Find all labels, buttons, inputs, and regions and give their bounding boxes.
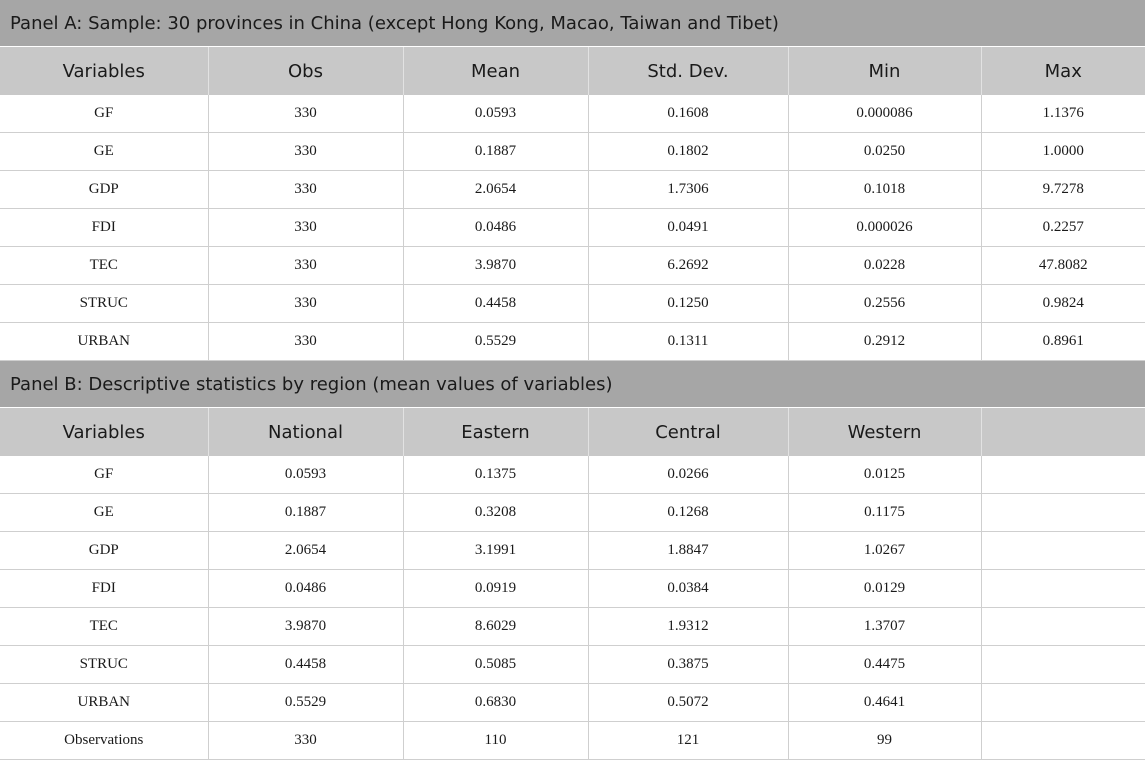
value-cell: 0.5085: [403, 646, 588, 684]
value-cell: 0.1887: [403, 133, 588, 171]
value-cell: 1.0000: [981, 133, 1145, 171]
variable-name-cell: GDP: [0, 171, 208, 209]
column-header: Central: [588, 408, 788, 457]
variable-name-cell: URBAN: [0, 684, 208, 722]
value-cell: 0.000026: [788, 209, 981, 247]
value-cell: 0.0129: [788, 570, 981, 608]
value-cell: 9.7278: [981, 171, 1145, 209]
variable-name-cell: GF: [0, 95, 208, 133]
value-cell: 0.0919: [403, 570, 588, 608]
value-cell: 0.1311: [588, 323, 788, 361]
value-cell: [981, 532, 1145, 570]
value-cell: 330: [208, 323, 403, 361]
value-cell: 0.2556: [788, 285, 981, 323]
value-cell: 0.2257: [981, 209, 1145, 247]
value-cell: 1.7306: [588, 171, 788, 209]
value-cell: 330: [208, 171, 403, 209]
value-cell: 110: [403, 722, 588, 760]
panel-a-header-row: [0, 47, 1145, 96]
value-cell: 0.0593: [208, 456, 403, 494]
variable-name-cell: URBAN: [0, 323, 208, 361]
column-header: Variables: [0, 47, 208, 96]
value-cell: 1.3707: [788, 608, 981, 646]
value-cell: 0.1268: [588, 494, 788, 532]
value-cell: 3.9870: [208, 608, 403, 646]
value-cell: 1.0267: [788, 532, 981, 570]
column-header: Min: [788, 47, 981, 96]
table-row: [0, 133, 1145, 171]
column-header: Western: [788, 408, 981, 457]
variable-name-cell: Observations: [0, 722, 208, 760]
table-row: [0, 608, 1145, 646]
value-cell: 330: [208, 285, 403, 323]
value-cell: 0.1018: [788, 171, 981, 209]
value-cell: 6.2692: [588, 247, 788, 285]
value-cell: 0.1887: [208, 494, 403, 532]
value-cell: 0.9824: [981, 285, 1145, 323]
value-cell: 121: [588, 722, 788, 760]
panel-b-title-row: [0, 361, 1145, 408]
value-cell: 0.5529: [208, 684, 403, 722]
variable-name-cell: GF: [0, 456, 208, 494]
column-header: National: [208, 408, 403, 457]
value-cell: 3.9870: [403, 247, 588, 285]
value-cell: 330: [208, 133, 403, 171]
table-row: [0, 323, 1145, 361]
value-cell: 1.1376: [981, 95, 1145, 133]
table-row: [0, 570, 1145, 608]
table-row: [0, 722, 1145, 760]
value-cell: 0.5072: [588, 684, 788, 722]
variable-name-cell: FDI: [0, 570, 208, 608]
value-cell: 0.5529: [403, 323, 588, 361]
value-cell: 0.0250: [788, 133, 981, 171]
table-row: [0, 285, 1145, 323]
value-cell: 0.4458: [208, 646, 403, 684]
variable-name-cell: GE: [0, 133, 208, 171]
value-cell: 99: [788, 722, 981, 760]
value-cell: 330: [208, 95, 403, 133]
value-cell: 0.3875: [588, 646, 788, 684]
table-row: [0, 532, 1145, 570]
table-row: [0, 209, 1145, 247]
value-cell: 3.1991: [403, 532, 588, 570]
value-cell: 0.4458: [403, 285, 588, 323]
variable-name-cell: FDI: [0, 209, 208, 247]
variable-name-cell: STRUC: [0, 285, 208, 323]
value-cell: 0.1608: [588, 95, 788, 133]
value-cell: [981, 456, 1145, 494]
variable-name-cell: GE: [0, 494, 208, 532]
table-row: [0, 646, 1145, 684]
column-header: Obs: [208, 47, 403, 96]
column-header: Max: [981, 47, 1145, 96]
value-cell: 0.3208: [403, 494, 588, 532]
panel-b-title: Panel B: Descriptive statistics by region (mean values of variables): [0, 361, 1145, 408]
value-cell: [981, 494, 1145, 532]
value-cell: 0.0266: [588, 456, 788, 494]
value-cell: 0.0125: [788, 456, 981, 494]
table-row: [0, 456, 1145, 494]
value-cell: 0.1375: [403, 456, 588, 494]
value-cell: 0.8961: [981, 323, 1145, 361]
value-cell: 0.6830: [403, 684, 588, 722]
value-cell: 0.0384: [588, 570, 788, 608]
value-cell: [981, 646, 1145, 684]
variable-name-cell: GDP: [0, 532, 208, 570]
value-cell: 0.0491: [588, 209, 788, 247]
variable-name-cell: TEC: [0, 608, 208, 646]
panel-a-title: Panel A: Sample: 30 provinces in China (except Hong Kong, Macao, Taiwan and Tibet): [0, 0, 1145, 47]
panel-a-title-row: [0, 0, 1145, 47]
value-cell: 1.9312: [588, 608, 788, 646]
table-row: [0, 95, 1145, 133]
value-cell: 0.1802: [588, 133, 788, 171]
column-header: [981, 408, 1145, 457]
value-cell: 330: [208, 247, 403, 285]
value-cell: 0.0228: [788, 247, 981, 285]
value-cell: [981, 608, 1145, 646]
value-cell: 0.4475: [788, 646, 981, 684]
value-cell: 2.0654: [403, 171, 588, 209]
panel-b-header-row: [0, 408, 1145, 457]
column-header: Eastern: [403, 408, 588, 457]
table-row: [0, 494, 1145, 532]
table-row: [0, 171, 1145, 209]
table-row: [0, 684, 1145, 722]
value-cell: [981, 684, 1145, 722]
value-cell: 0.0486: [403, 209, 588, 247]
value-cell: 0.0593: [403, 95, 588, 133]
value-cell: 0.0486: [208, 570, 403, 608]
value-cell: [981, 722, 1145, 760]
variable-name-cell: STRUC: [0, 646, 208, 684]
value-cell: 0.2912: [788, 323, 981, 361]
column-header: Variables: [0, 408, 208, 457]
value-cell: 2.0654: [208, 532, 403, 570]
value-cell: [981, 570, 1145, 608]
variable-name-cell: TEC: [0, 247, 208, 285]
value-cell: 0.000086: [788, 95, 981, 133]
value-cell: 0.1250: [588, 285, 788, 323]
value-cell: 330: [208, 722, 403, 760]
value-cell: 1.8847: [588, 532, 788, 570]
column-header: Std. Dev.: [588, 47, 788, 96]
table-row: [0, 247, 1145, 285]
value-cell: 0.1175: [788, 494, 981, 532]
value-cell: 330: [208, 209, 403, 247]
value-cell: 47.8082: [981, 247, 1145, 285]
column-header: Mean: [403, 47, 588, 96]
value-cell: 8.6029: [403, 608, 588, 646]
value-cell: 0.4641: [788, 684, 981, 722]
